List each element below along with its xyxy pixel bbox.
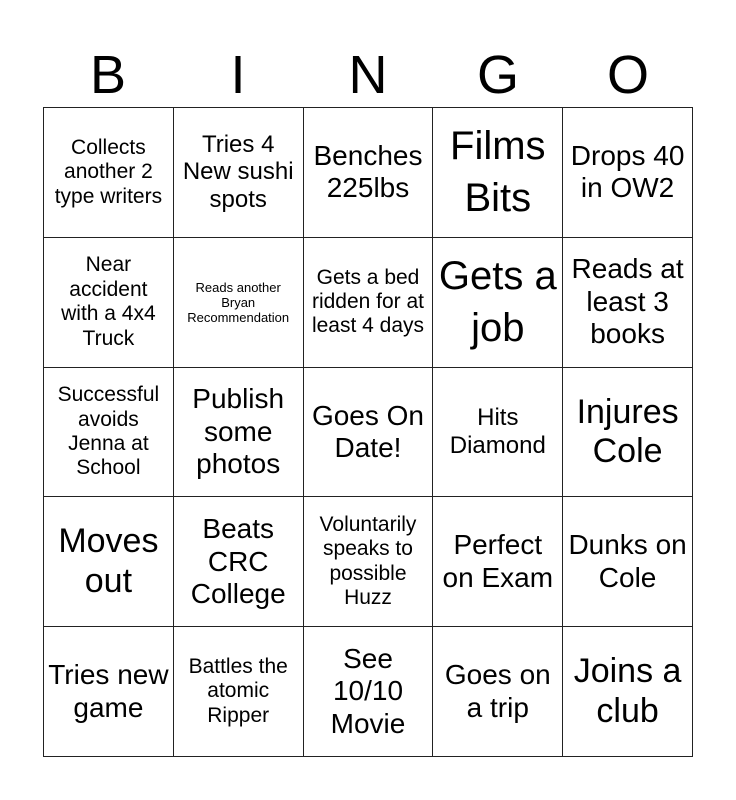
bingo-cell <box>433 368 563 498</box>
bingo-cell <box>563 497 693 627</box>
bingo-cell <box>174 368 304 498</box>
cell-text: Goes On Date! <box>311 399 425 463</box>
cell-text: See 10/10 Movie <box>330 642 406 739</box>
cell-text: Battles the atomic Ripper <box>188 655 288 727</box>
cell-text: Goes on a trip <box>444 659 551 723</box>
bingo-cell <box>174 108 304 238</box>
bingo-cell <box>44 108 174 238</box>
cell-text: Drops 40 in OW2 <box>570 139 685 204</box>
cell-text: Collects another 2 type writers <box>54 135 163 208</box>
cell-text: Reads at least 3 books <box>571 253 684 350</box>
bingo-cell <box>563 108 693 238</box>
bingo-cell <box>174 238 304 368</box>
header-letter-n: N <box>348 45 388 105</box>
bingo-cell <box>174 497 304 627</box>
cell-text: Films Bits <box>450 124 546 221</box>
cell-text: Tries new game <box>48 659 169 723</box>
header-letter-o: O <box>606 45 649 105</box>
bingo-cell <box>433 497 563 627</box>
bingo-cell <box>44 497 174 627</box>
cell-text: Successful avoids Jenna at School <box>57 383 160 480</box>
bingo-cell <box>563 627 693 757</box>
bingo-cell <box>433 627 563 757</box>
bingo-cell <box>44 368 174 498</box>
bingo-cell <box>304 627 434 757</box>
bingo-cell <box>304 368 434 498</box>
bingo-cell <box>563 238 693 368</box>
cell-text: Hits Diamond <box>449 404 546 459</box>
bingo-cell <box>433 238 563 368</box>
header-letter-g: G <box>476 45 519 105</box>
cell-text: Dunks on Cole <box>568 529 687 593</box>
bingo-cell <box>304 238 434 368</box>
bingo-board <box>43 107 693 757</box>
bingo-cell <box>44 627 174 757</box>
cell-text: Near accident with a 4x4 Truck <box>61 253 156 350</box>
cell-text: Joins a club <box>573 652 682 730</box>
bingo-cell <box>563 368 693 498</box>
bingo-cell <box>174 627 304 757</box>
cell-text: Gets a job <box>438 254 557 351</box>
header-letter-b: B <box>89 45 127 105</box>
cell-text: Injures Cole <box>576 392 679 470</box>
bingo-cell <box>433 108 563 238</box>
bingo-cell <box>304 497 434 627</box>
bingo-cell <box>44 238 174 368</box>
bingo-header <box>43 42 693 108</box>
cell-text: Reads another Bryan Recommendation <box>187 279 290 325</box>
cell-text: Tries 4 New sushi spots <box>182 130 294 214</box>
cell-text: Voluntarily speaks to possible Huzz <box>319 513 417 610</box>
header-letter-i: I <box>230 45 246 105</box>
cell-text: Publish some photos <box>192 383 285 480</box>
cell-text: Benches 225lbs <box>313 139 423 204</box>
cell-text: Beats CRC College <box>190 513 286 610</box>
bingo-cell <box>304 108 434 238</box>
cell-text: Gets a bed ridden for at least 4 days <box>311 265 425 338</box>
cell-text: Perfect on Exam <box>442 529 554 593</box>
cell-text: Moves out <box>58 522 159 600</box>
